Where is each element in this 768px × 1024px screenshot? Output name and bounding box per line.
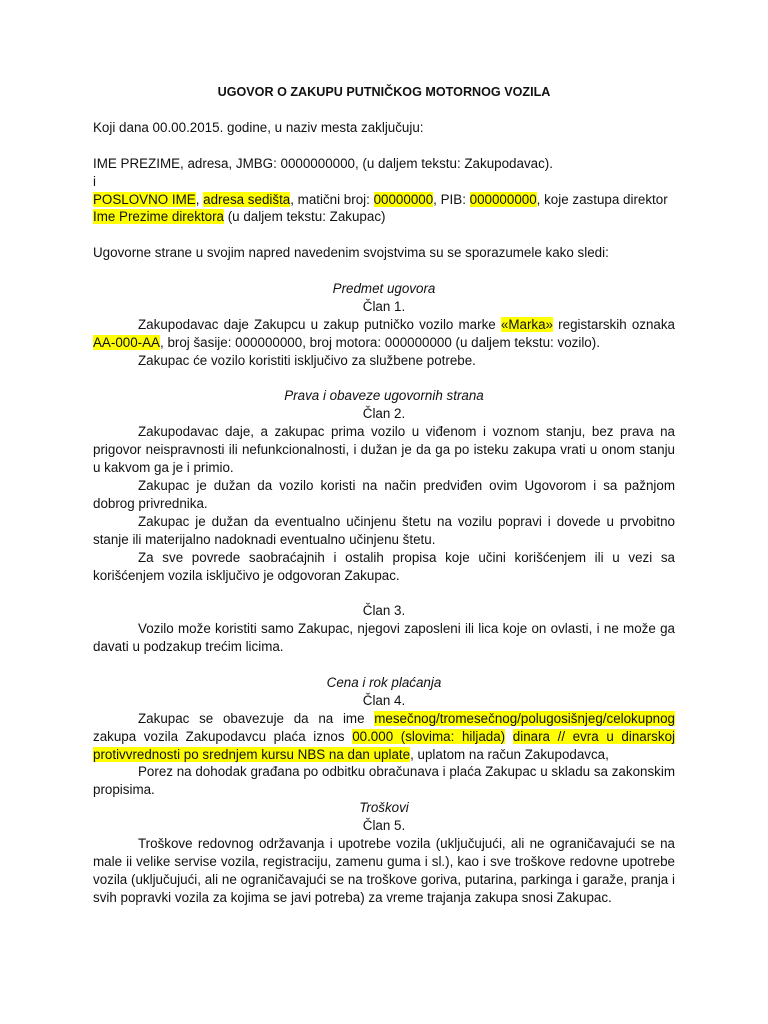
- article-2-paragraph-2: Zakupac je dužan da vozilo koristi na način predviđen ovim Ugovorom i sa pažnjom dobrog privrednika.: [93, 477, 675, 511]
- article-1-paragraph-1: Zakupodavac daje Zakupcu u zakup putničko vozilo marke «Marka» registarskih oznaka AA-000-AA, broj šasije: 000000000, broj motora: 000000000 (u daljem tekstu: vozilo).: [93, 316, 675, 350]
- article-1-label: Član 1.: [362, 298, 406, 314]
- payment-period: mesečnog/tromesečnog/polugosišnjeg/celokupnog: [374, 710, 675, 726]
- agreement-line: Ugovorne strane u svojim napred navedenim svojstvima su se sporazumele kako sledi:: [93, 245, 609, 261]
- article-3-label: Član 3.: [362, 603, 406, 619]
- party-lessee: POSLOVNO IME, adresa sedišta, matični broj: 00000000, PIB: 000000000, koje zastupa direktor Ime Prezime direktora (u daljem tekstu: Zakupac): [93, 191, 668, 225]
- document-title: UGOVOR O ZAKUPU PUTNIČKOG MOTORNOG VOZILA: [217, 85, 551, 99]
- article-2-label: Član 2.: [362, 406, 406, 422]
- document-page: [93, 84, 675, 907]
- payment-currency: dinara // evra u dinarskoj protivvrednosti po srednjem kursu NBS na dan uplate: [93, 728, 675, 762]
- article-4-paragraph-1: Zakupac se obavezuje da na ime mesečnog/tromesečnog/polugosišnjeg/celokupnog zakupa vozila Zakupodavcu plaća iznos 00.000 (slovima: hiljada) dinara // evra u dinarskoj protivvrednosti po srednjem kursu NBS na dan uplate, uplatom na račun Zakupodavca,: [93, 710, 675, 762]
- section-heading-price: Cena i rok plaćanja: [326, 674, 442, 690]
- article-2-paragraph-4: Za sve povrede saobraćajnih i ostalih propisa koje učini korišćenjem ili u vezi sa korišćenjem vozila isključivo je odgovoran Zakupac.: [93, 549, 675, 583]
- conjunction: i: [93, 173, 96, 189]
- company-address: adresa sedišta: [203, 191, 291, 207]
- article-4-label: Član 4.: [362, 692, 406, 708]
- article-2-paragraph-1: Zakupodavac daje, a zakupac prima vozilo u viđenom i voznom stanju, bez prava na prigovor neispravnosti ili nefunkcionalnosti, i dužan je da ga po isteku zakupa vrati u onom stanju u kakvom ga je i primio.: [93, 424, 675, 476]
- article-3-paragraph-1: Vozilo može koristiti samo Zakupac, njegovi zaposleni ili lica koje on ovlasti, i ne može ga davati u podzakup trećim licima.: [93, 621, 675, 655]
- article-5-label: Član 5.: [362, 818, 406, 834]
- registration-number: 00000000: [373, 191, 434, 207]
- party-lessor: IME PREZIME, adresa, JMBG: 0000000000, (u daljem tekstu: Zakupodavac).: [93, 155, 553, 171]
- section-heading-subject: Predmet ugovora: [332, 281, 436, 297]
- tax-id: 000000000: [469, 191, 537, 207]
- intro-line: Koji dana 00.00.2015. godine, u naziv mesta zaključuju:: [93, 119, 424, 135]
- article-4-paragraph-2: Porez na dohodak građana po odbitku obračunava i plaća Zakupac u skladu sa zakonskim propisima.: [93, 764, 675, 798]
- article-1-paragraph-2: Zakupac će vozilo koristiti isključivo za službene potrebe.: [138, 352, 476, 368]
- vehicle-brand: «Marka»: [500, 316, 554, 332]
- vehicle-plate: AA-000-AA: [93, 334, 160, 350]
- article-2-paragraph-3: Zakupac je dužan da eventualno učinjenu štetu na vozilu popravi i dovede u prvobitno stanje ili materijalno nadoknadi eventualno učinjenu štetu.: [93, 513, 675, 547]
- payment-amount: 00.000 (slovima: hiljada): [352, 728, 506, 744]
- section-heading-rights: Prava i obaveze ugovornih strana: [284, 388, 484, 404]
- article-5-paragraph-1: Troškove redovnog održavanja i upotrebe vozila (uključujući, ali ne ograničavajući se na male ii velike servise vozila, registraciju, zamenu guma i sl.), kao i sve troškove redovne upotrebe vozila (uključujući, ali ne ograničavajući se na troškove goriva, putarina, parkinga i garaže, pranja i svih popravki vozila za kojima se javi potreba) za vreme trajanja zakupa snosi Zakupac.: [93, 836, 675, 905]
- director-name: Ime Prezime direktora: [93, 209, 224, 225]
- company-name: POSLOVNO IME: [93, 191, 196, 207]
- section-heading-costs: Troškovi: [359, 800, 409, 816]
